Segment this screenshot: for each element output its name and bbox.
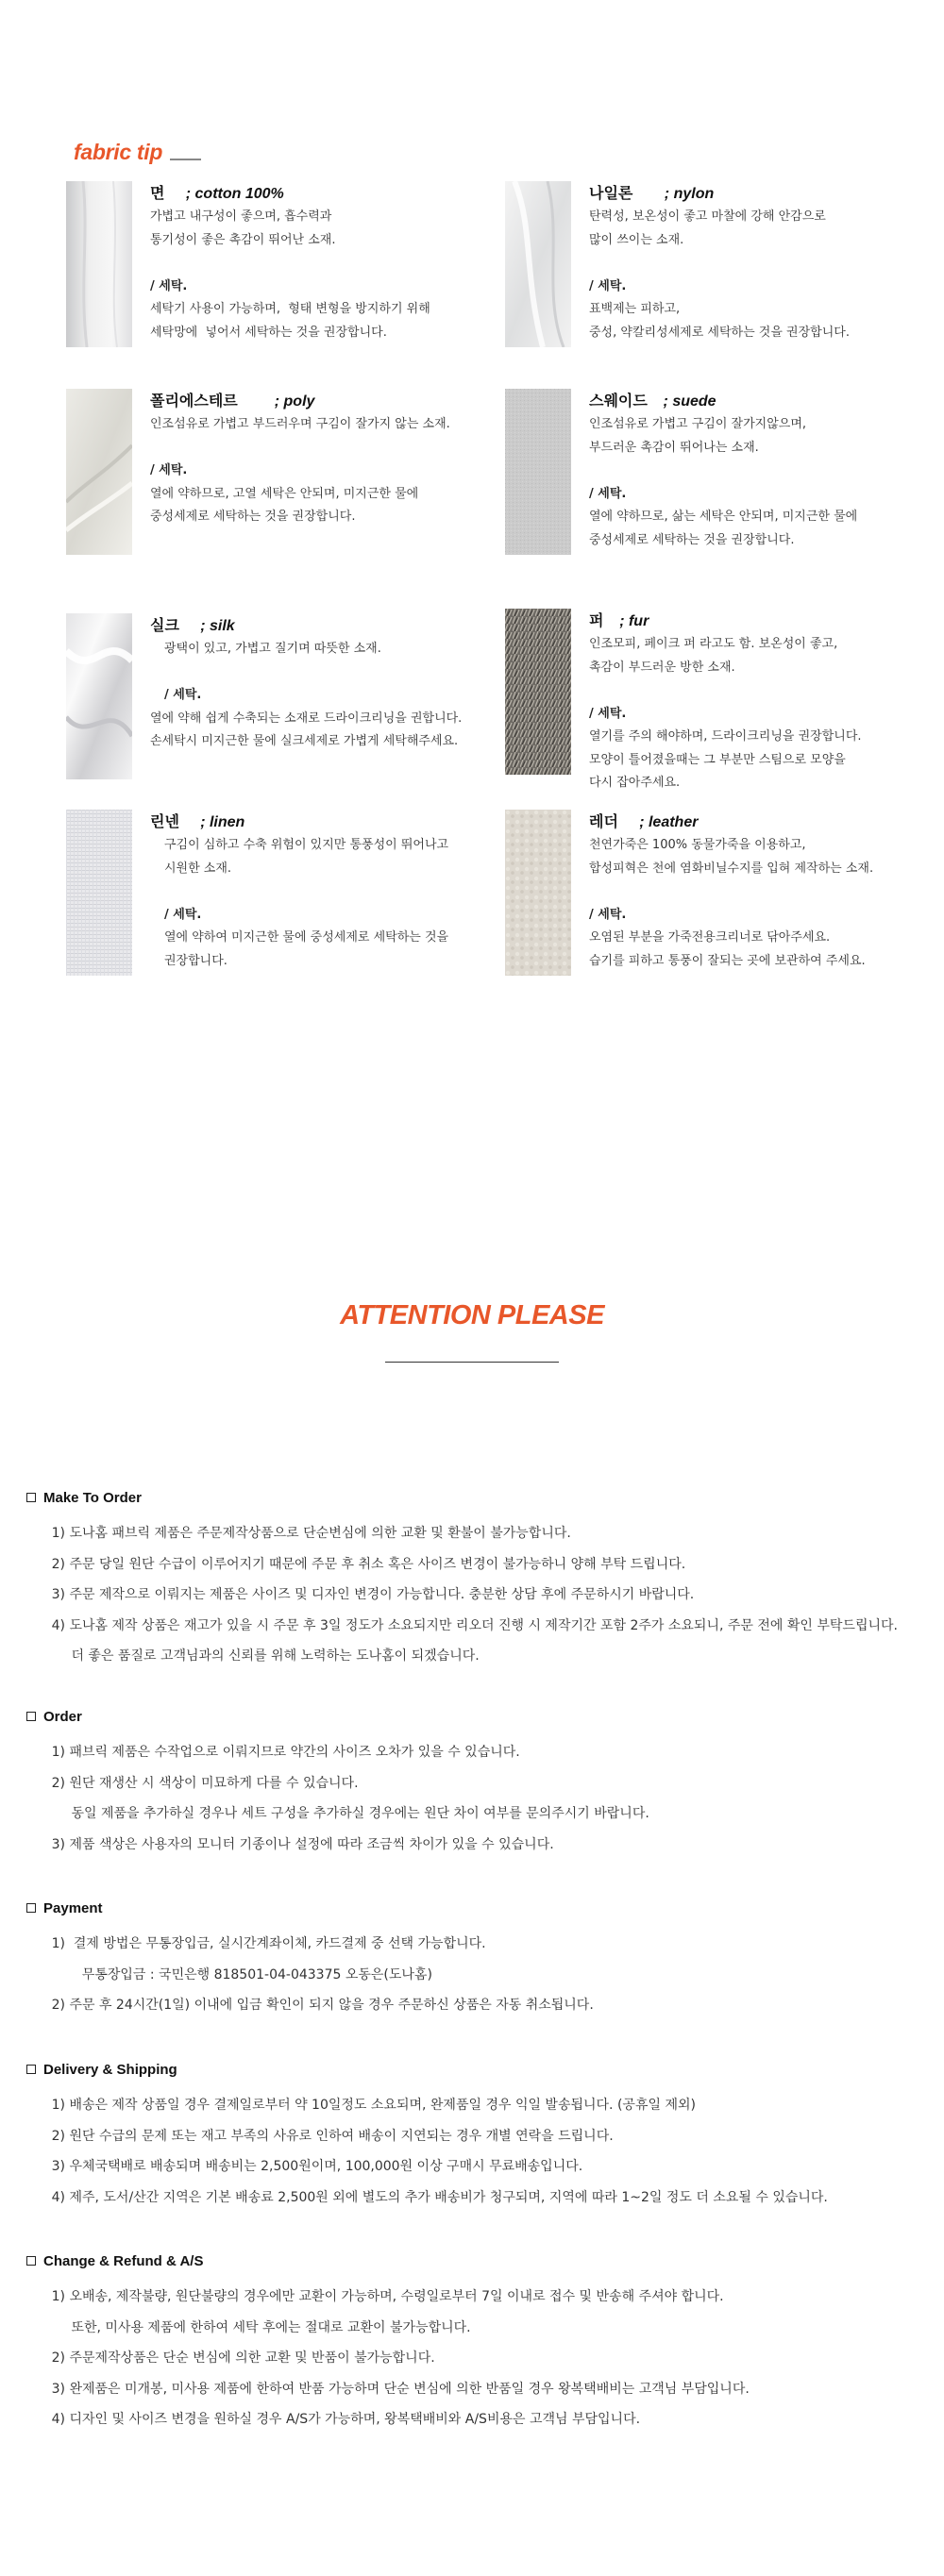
- fabric-name: 나일론 ; nylon: [589, 184, 715, 202]
- checkbox-square-icon: [26, 1712, 36, 1721]
- checkbox-square-icon: [26, 1493, 36, 1502]
- fabric-desc-line: 인조섬유로 가볍고 부드러우며 구김이 잘가지 않는 소재.: [150, 417, 450, 431]
- list-item: 3) 주문 제작으로 이뤄지는 제품은 사이즈 및 디자인 변경이 가능합니다. 충분한 상담 후에 주문하시기 바랍니다.: [51, 1587, 695, 1602]
- list-item: 2) 주문 후 24시간(1일) 이내에 입금 확인이 되지 않을 경우 주문하신 상품은 자동 취소됩니다.: [51, 1998, 594, 2013]
- attention-title: ATTENTION PLEASE: [340, 1300, 604, 1330]
- section-payment: [26, 1898, 923, 2021]
- list-item: 2) 주문 당일 원단 수급이 이루어지기 때문에 주문 후 취소 혹은 사이즈 변경이 불가능하니 양해 부탁 드립니다.: [51, 1556, 686, 1572]
- list-item: 3) 제품 색상은 사용자의 모니터 기종이나 설정에 따라 조금씩 차이가 있을 수 있습니다.: [51, 1836, 554, 1852]
- linen-swatch-icon: [66, 810, 132, 976]
- bank-account-info: 무통장입금 : 국민은행 818501-04-043375 오동은(도나홈): [69, 1966, 432, 1982]
- fabric-desc-line: 많이 쓰이는 소재.: [589, 232, 684, 247]
- checkbox-square-icon: [26, 2065, 36, 2074]
- section-title: Make To Order: [43, 1489, 142, 1506]
- fabric-card-suede: [505, 389, 911, 577]
- leather-swatch-icon: [505, 810, 571, 976]
- fabric-desc-line: 탄력성, 보온성이 좋고 마찰에 강해 안감으로: [589, 209, 826, 224]
- fabric-desc-line: 촉감이 부드러운 방한 소재.: [589, 660, 735, 675]
- fabric-desc-line: [589, 252, 944, 276]
- section-title: Order: [43, 1708, 82, 1725]
- fabric-card-cotton: [66, 181, 472, 370]
- fabric-desc-line: 구김이 심하고 수축 위험이 있지만 통풍성이 뛰어나고: [164, 838, 449, 852]
- fabric-tip-title-underline: [170, 159, 201, 160]
- fur-swatch-icon: [505, 609, 571, 775]
- fabric-desc-line: [150, 437, 556, 460]
- fabric-wash-line: 세탁망에 넣어서 세탁하는 것을 권장합니다.: [150, 325, 387, 340]
- fabric-desc-line: 인조모피, 페이크 퍼 라고도 함. 보온성이 좋고,: [589, 637, 838, 651]
- fabric-wash-line: 손세탁시 미지근한 물에 실크세제로 가볍게 세탁해주세요.: [150, 734, 459, 748]
- list-item: 더 좋은 품질로 고객님과의 신뢰를 위해 노력하는 도나홈이 되겠습니다.: [71, 1648, 480, 1664]
- section-title: Change & Refund & A/S: [43, 2252, 204, 2269]
- fabric-wash-heading: / 세탁.: [150, 463, 188, 477]
- fabric-desc-line: 천연가죽은 100% 동물가죽을 이용하고,: [589, 838, 806, 852]
- list-item: 4) 제주, 도서/산간 지역은 기본 배송료 2,500원 외에 별도의 추가 배송비가 청구되며, 지역에 따라 1~2일 정도 더 소요될 수 있습니다.: [51, 2189, 828, 2205]
- fabric-card-fur: [505, 609, 911, 797]
- fabric-desc-line: [150, 252, 556, 276]
- fabric-wash-line: 모양이 틀어졌을때는 그 부분만 스팀으로 모양을: [589, 752, 846, 767]
- fabric-card-nylon: [505, 181, 911, 370]
- list-item: 동일 제품을 추가하실 경우나 세트 구성을 추가하실 경우에는 원단 차이 여부를 문의주시기 바랍니다.: [71, 1806, 649, 1821]
- fabric-desc-line: 인조섬유로 가볍고 구김이 잘가지않으며,: [589, 417, 807, 431]
- attention-underline: [385, 1362, 559, 1363]
- fabric-wash-heading: / 세탁.: [150, 278, 188, 293]
- list-item: 3) 완제품은 미개봉, 미사용 제품에 한하여 반품 가능하며 단순 변심에 의한 반품일 경우 왕복택배비는 고객님 부담입니다.: [51, 2381, 750, 2397]
- fabric-name: 폴리에스테르 ; poly: [150, 392, 315, 410]
- section-title: Delivery & Shipping: [43, 2061, 177, 2078]
- list-item: 1) 패브릭 제품은 수작업으로 이뤄지므로 약간의 사이즈 오차가 있을 수 있습니다.: [51, 1745, 520, 1760]
- fabric-wash-line: 중성세제로 세탁하는 것을 권장합니다.: [150, 510, 356, 524]
- section-make-to-order: [26, 1487, 923, 1672]
- fabric-wash-heading: / 세탁.: [589, 706, 627, 721]
- list-item: 2) 원단 재생산 시 색상이 미묘하게 다를 수 있습니다.: [51, 1775, 359, 1791]
- section-title: Payment: [43, 1899, 103, 1916]
- fabric-wash-heading: / 세탁.: [589, 278, 627, 293]
- fabric-name: 린넨 ; linen: [150, 812, 245, 830]
- fabric-wash-heading: / 세탁.: [164, 907, 202, 922]
- fabric-desc-line: 통기성이 좋은 촉감이 뛰어난 소재.: [150, 232, 336, 247]
- fabric-wash-line: 세탁기 사용이 가능하며, 형태 변형을 방지하기 위해: [150, 302, 430, 316]
- fabric-card-silk: [66, 613, 472, 802]
- list-item: 4) 디자인 및 사이즈 변경을 원하실 경우 A/S가 가능하며, 왕복택배비와 A/S비용은 고객님 부담입니다.: [51, 2412, 641, 2427]
- list-item: 1) 결제 방법은 무통장입금, 실시간계좌이체, 카드결제 중 선택 가능합니다.: [51, 1936, 486, 1951]
- fabric-name: 면 ; cotton 100%: [150, 184, 284, 202]
- fabric-wash-line: 중성세제로 세탁하는 것을 권장합니다.: [589, 532, 795, 547]
- fabric-name: 실크 ; silk: [150, 616, 235, 634]
- checkbox-square-icon: [26, 1903, 36, 1913]
- fabric-wash-line: 열기를 주의 해야하며, 드라이크리닝을 권장합니다.: [589, 729, 862, 744]
- fabric-wash-line: 권장합니다.: [164, 953, 228, 968]
- fabric-desc-line: 광택이 있고, 가볍고 질기며 따뜻한 소재.: [164, 642, 381, 656]
- fabric-wash-heading: / 세탁.: [589, 486, 627, 501]
- fabric-desc-line: [589, 460, 944, 483]
- fabric-card-poly: [66, 389, 472, 577]
- checkbox-square-icon: [26, 2256, 36, 2266]
- list-item: 1) 오배송, 제작불량, 원단불량의 경우에만 교환이 가능하며, 수령일로부터 7일 이내로 접수 및 반송해 주셔야 합니다.: [51, 2289, 724, 2304]
- list-item: 4) 도나홈 제작 상품은 재고가 있을 시 주문 후 3일 정도가 소요되지만 리오더 진행 시 제작기간 포함 2주가 소요되니, 주문 전에 확인 부탁드립니다.: [51, 1617, 898, 1633]
- fabric-wash-line: 열에 약하여 미지근한 물에 중성세제로 세탁하는 것을: [164, 930, 449, 945]
- fabric-card-linen: [66, 810, 472, 998]
- list-item: 3) 우체국택배로 배송되며 배송비는 2,500원이며, 100,000원 이상 구매시 무료배송입니다.: [51, 2159, 583, 2174]
- section-order: [26, 1706, 923, 1860]
- list-item: 1) 배송은 제작 상품일 경우 결제일로부터 약 10일정도 소요되며, 완제품일 경우 익일 발송됩니다. (공휴일 제외): [51, 2098, 696, 2113]
- fabric-wash-line: 중성, 약칼리성세제로 세탁하는 것을 권장합니다.: [589, 325, 850, 340]
- fabric-name: 레더 ; leather: [589, 812, 699, 830]
- fabric-desc-line: [603, 679, 944, 703]
- silk-swatch-icon: [66, 613, 132, 779]
- fabric-card-leather: [505, 810, 911, 998]
- fabric-desc-line: 시원한 소재.: [164, 861, 232, 876]
- poly-swatch-icon: [66, 389, 132, 555]
- fabric-name: 퍼 ; fur: [589, 611, 649, 629]
- list-item: 2) 원단 수급의 문제 또는 재고 부족의 사유로 인하여 배송이 지연되는 경우 개별 연락을 드립니다.: [51, 2128, 614, 2144]
- fabric-wash-line: 열에 약하므로, 고열 세탁은 안되며, 미지근한 물에: [150, 486, 419, 501]
- fabric-wash-line: 다시 잡아주세요.: [589, 776, 681, 790]
- list-item: 2) 주문제작상품은 단순 변심에 의한 교환 및 반품이 불가능합니다.: [51, 2350, 435, 2366]
- cotton-swatch-icon: [66, 181, 132, 347]
- section-delivery-shipping: [26, 2059, 923, 2213]
- fabric-wash-line: 오염된 부분을 가죽전용크리너로 닦아주세요.: [589, 930, 831, 945]
- fabric-desc-line: 합성피혁은 천에 염화비닐수지를 입혀 제작하는 소재.: [589, 861, 874, 876]
- fabric-tip-title: fabric tip: [74, 140, 163, 164]
- fabric-wash-line: 열에 약하므로, 삶는 세탁은 안되며, 미지근한 물에: [589, 510, 858, 524]
- suede-swatch-icon: [505, 389, 571, 555]
- list-item: 1) 도나홈 패브릭 제품은 주문제작상품으로 단순변심에 의한 교환 및 환불이 불가능합니다.: [51, 1526, 571, 1541]
- fabric-desc-line: 부드러운 촉감이 뛰어나는 소재.: [589, 440, 759, 455]
- fabric-wash-heading: / 세탁.: [164, 688, 202, 702]
- fabric-desc-line: [603, 880, 944, 904]
- fabric-wash-line: 습기를 피하고 통풍이 잘되는 곳에 보관하여 주세요.: [589, 953, 866, 968]
- fabric-name: 스웨이드 ; suede: [589, 392, 716, 410]
- fabric-wash-heading: / 세탁.: [589, 907, 627, 922]
- fabric-desc-line: 가볍고 내구성이 좋으며, 흡수력과: [150, 209, 332, 224]
- fabric-wash-line: 열에 약해 쉽게 수축되는 소재로 드라이크리닝을 권합니다.: [150, 711, 463, 726]
- section-change-refund-as: [26, 2250, 923, 2435]
- nylon-swatch-icon: [505, 181, 571, 347]
- fabric-wash-line: 표백제는 피하고,: [589, 302, 681, 316]
- list-item: 또한, 미사용 제품에 한하여 세탁 후에는 절대로 교환이 불가능합니다.: [71, 2319, 471, 2335]
